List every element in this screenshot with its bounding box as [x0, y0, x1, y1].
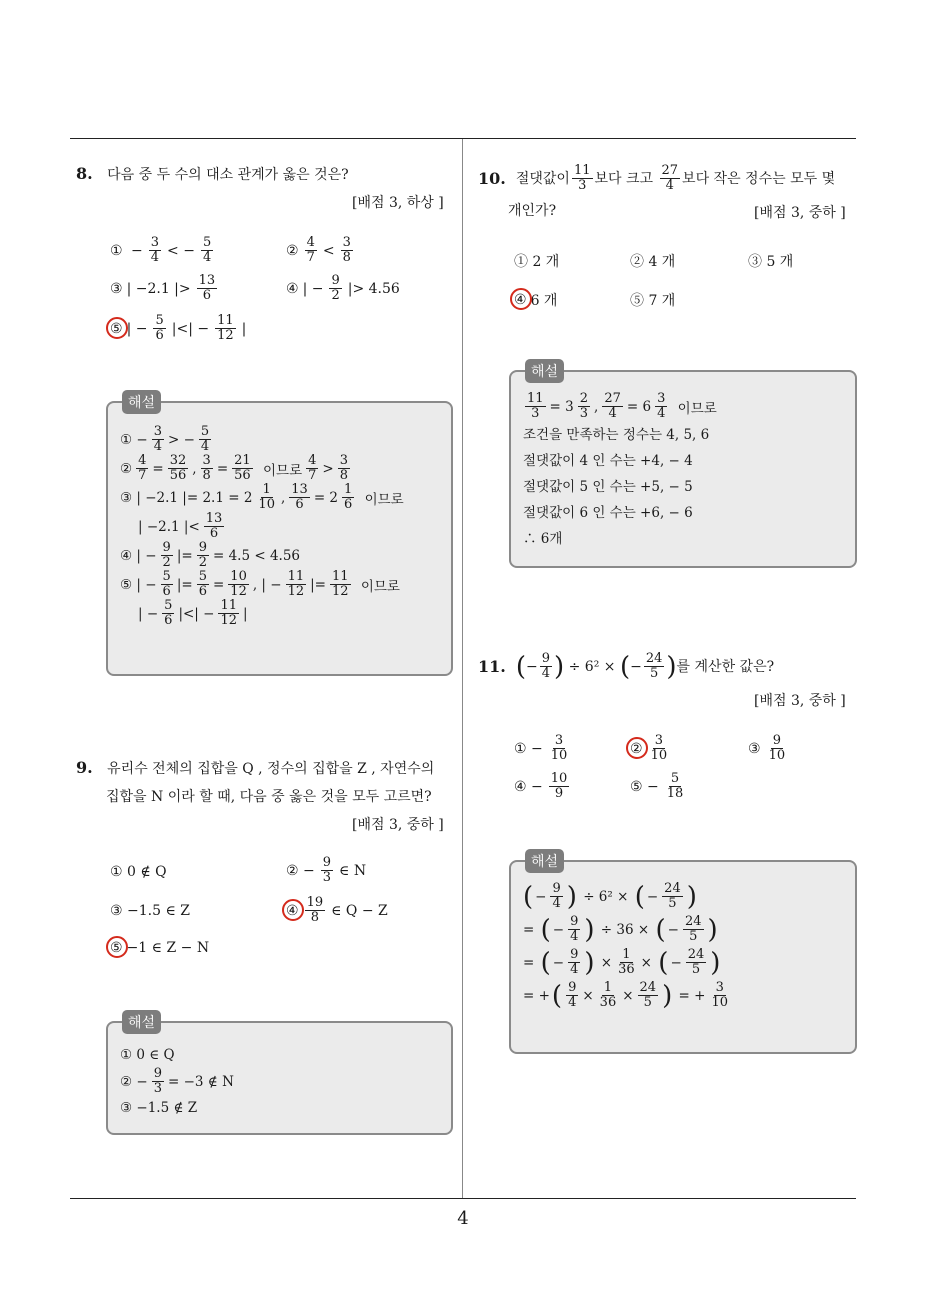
- question-text-2: 집합을 N 이라 할 때, 다음 중 옳은 것을 모두 고르면?: [106, 789, 432, 805]
- question-text-2: 개인가?: [508, 203, 557, 219]
- solution-tag: 해설: [122, 390, 161, 414]
- option-3[interactable]: ③ $\frac{9}{10}$: [748, 733, 786, 763]
- solution-tag: 해설: [525, 849, 564, 873]
- option-3[interactable]: ③ −1.5 ∈ Z: [110, 903, 190, 919]
- option-marker: ①: [110, 242, 123, 259]
- option-2[interactable]: ② − $\frac{9}{3}$ ∈ N: [286, 855, 367, 885]
- question-11: 11. ( − $\frac{9}{4}$ ) ÷ 6² × ( − $\frac{24}{5}$ ) 를 계산한 값은?: [478, 651, 775, 682]
- option-1[interactable]: ① − $\frac{3}{10}$: [514, 733, 568, 763]
- option-3[interactable]: ③ 5 개: [748, 254, 794, 270]
- solution-box-10: 해설 $\frac{11}{3}$ = 3 $\frac{2}{3}$ , $\frac{27}{4}$ = 6 $\frac{3}{4}$ 이므로 조건을 만족하는 정수는 4, 5, 6 절댓값이 4 인 수는 +4, − 4 절댓값이 5 인 수는 +5, − 5 절댓값이 6 인 수는 +6, − 6 ∴ 6개: [509, 370, 857, 568]
- option-marker: ②: [286, 242, 299, 259]
- option-1[interactable]: ① − $\frac{3}{4}$ < − $\frac{5}{4}$: [110, 235, 212, 265]
- column-divider: [462, 139, 463, 1199]
- option-4[interactable]: ④ $\frac{19}{8}$ ∈ Q − Z: [286, 896, 388, 925]
- answer-circle: ④: [514, 292, 527, 308]
- option-5[interactable]: ⑤ | − $\frac{5}{6}$ |<| − $\frac{11}{12}$ |: [110, 314, 246, 343]
- option-5[interactable]: ⑤ −1 ∈ Z − N: [110, 940, 209, 956]
- answer-circle: ⑤: [110, 940, 123, 956]
- solution-tag: 해설: [525, 359, 564, 383]
- question-number: 11.: [478, 657, 506, 676]
- solution-box-11: 해설 ( − $\frac{9}{4}$ ) ÷ 6² × ( − $\frac{24}{5}$ ) = ( − $\frac{9}{4}$ ) ÷ 36 × ( − $\frac{24}{5}$ ) = ( − $\frac{9}{4}$ ) × $\frac{1}{36}$ × ( − $\frac{24}{5}$ ) = + ( $\frac{9}{4}$ × $\frac{1}{36}$ × $\frac{24}{5}$ ) = + $\frac{3}{10}$: [509, 860, 857, 1054]
- answer-circle: ⑤: [110, 321, 123, 337]
- option-1[interactable]: ① 2 개: [514, 254, 560, 270]
- option-marker: ④: [286, 280, 299, 297]
- option-1[interactable]: ① 0 ∉ Q: [110, 864, 167, 880]
- option-2[interactable]: ② 4 개: [630, 254, 676, 270]
- question-number: 10.: [478, 169, 506, 188]
- option-3[interactable]: ③ | −2.1 |> $\frac{13}{6}$: [110, 273, 216, 303]
- top-rule: [70, 138, 856, 139]
- question-number: 9.: [76, 758, 93, 777]
- solution-box-9: 해설 ① 0 ∈ Q ② − $\frac{9}{3}$ = −3 ∉ N ③ −1.5 ∉ Z: [106, 1021, 453, 1135]
- question-10: 10. 절댓값이 $\frac{11}{3}$ 보다 크고 $\frac{27}{4}$ 보다 작은 정수는 모두 몇: [478, 163, 836, 193]
- answer-circle: ④: [286, 903, 299, 919]
- option-4[interactable]: ④ | − $\frac{9}{2}$ |> 4.56: [286, 273, 400, 303]
- option-text: |> 4.56: [347, 280, 400, 297]
- question-number: 8.: [76, 164, 93, 183]
- score-label: [배점 3, 중하 ]: [352, 817, 444, 833]
- bottom-rule: [70, 1198, 856, 1199]
- question-9: [76, 756, 434, 782]
- option-text: | −2.1 |>: [126, 280, 191, 297]
- solution-box-8: 해설 ① − $\frac{3}{4}$ > − $\frac{5}{4}$ ② $\frac{4}{7}$ = $\frac{32}{56}$ , $\frac{3}{8}$ = $\frac{21}{56}$ 이므로 $\frac{4}{7}$ > $\frac{3}{8}$ ③ | −2.1 |= 2.1 = 2 $\frac{1}{10}$ , $\frac{13}{6}$ = 2 $\frac{1}{6}$ 이므로 | −2.1 |< $\frac{13}{6}$ ④ | − $\frac{9}{2}$ |= $\frac{9}{2}$ = 4.5 < 4.56 ⑤ | − $\frac{5}{6}$ |= $\frac{5}{6}$ = $\frac{10}{12}$ , | − $\frac{11}{12}$ |= $\frac{11}{12}$ 이므로 | − $\frac{5}{6}$ |<| − $\frac{11}{12}$ |: [106, 401, 453, 676]
- option-5[interactable]: ⑤ 7 개: [630, 293, 676, 309]
- answer-circle: ②: [630, 741, 643, 757]
- option-2[interactable]: ② $\frac{3}{10}$: [630, 734, 671, 763]
- option-4[interactable]: ④ 6 개: [514, 290, 557, 310]
- question-8: [76, 162, 349, 188]
- option-5[interactable]: ⑤ − $\frac{5}{18}$: [630, 771, 684, 801]
- option-marker: ③: [110, 280, 123, 297]
- score-label: [배점 3, 하상 ]: [352, 195, 444, 211]
- option-4[interactable]: ④ − $\frac{10}{9}$: [514, 771, 568, 801]
- page-number: 4: [457, 1208, 469, 1229]
- score-label: [배점 3, 중하 ]: [754, 693, 846, 709]
- solution-tag: 해설: [122, 1010, 161, 1034]
- question-text: 다음 중 두 수의 대소 관계가 옳은 것은?: [107, 167, 349, 183]
- option-2[interactable]: ② $\frac{4}{7}$ < $\frac{3}{8}$: [286, 235, 351, 265]
- score-label: [배점 3, 중하 ]: [754, 205, 846, 221]
- question-text: 유리수 전체의 집합을 Q , 정수의 집합을 Z , 자연수의: [107, 761, 435, 777]
